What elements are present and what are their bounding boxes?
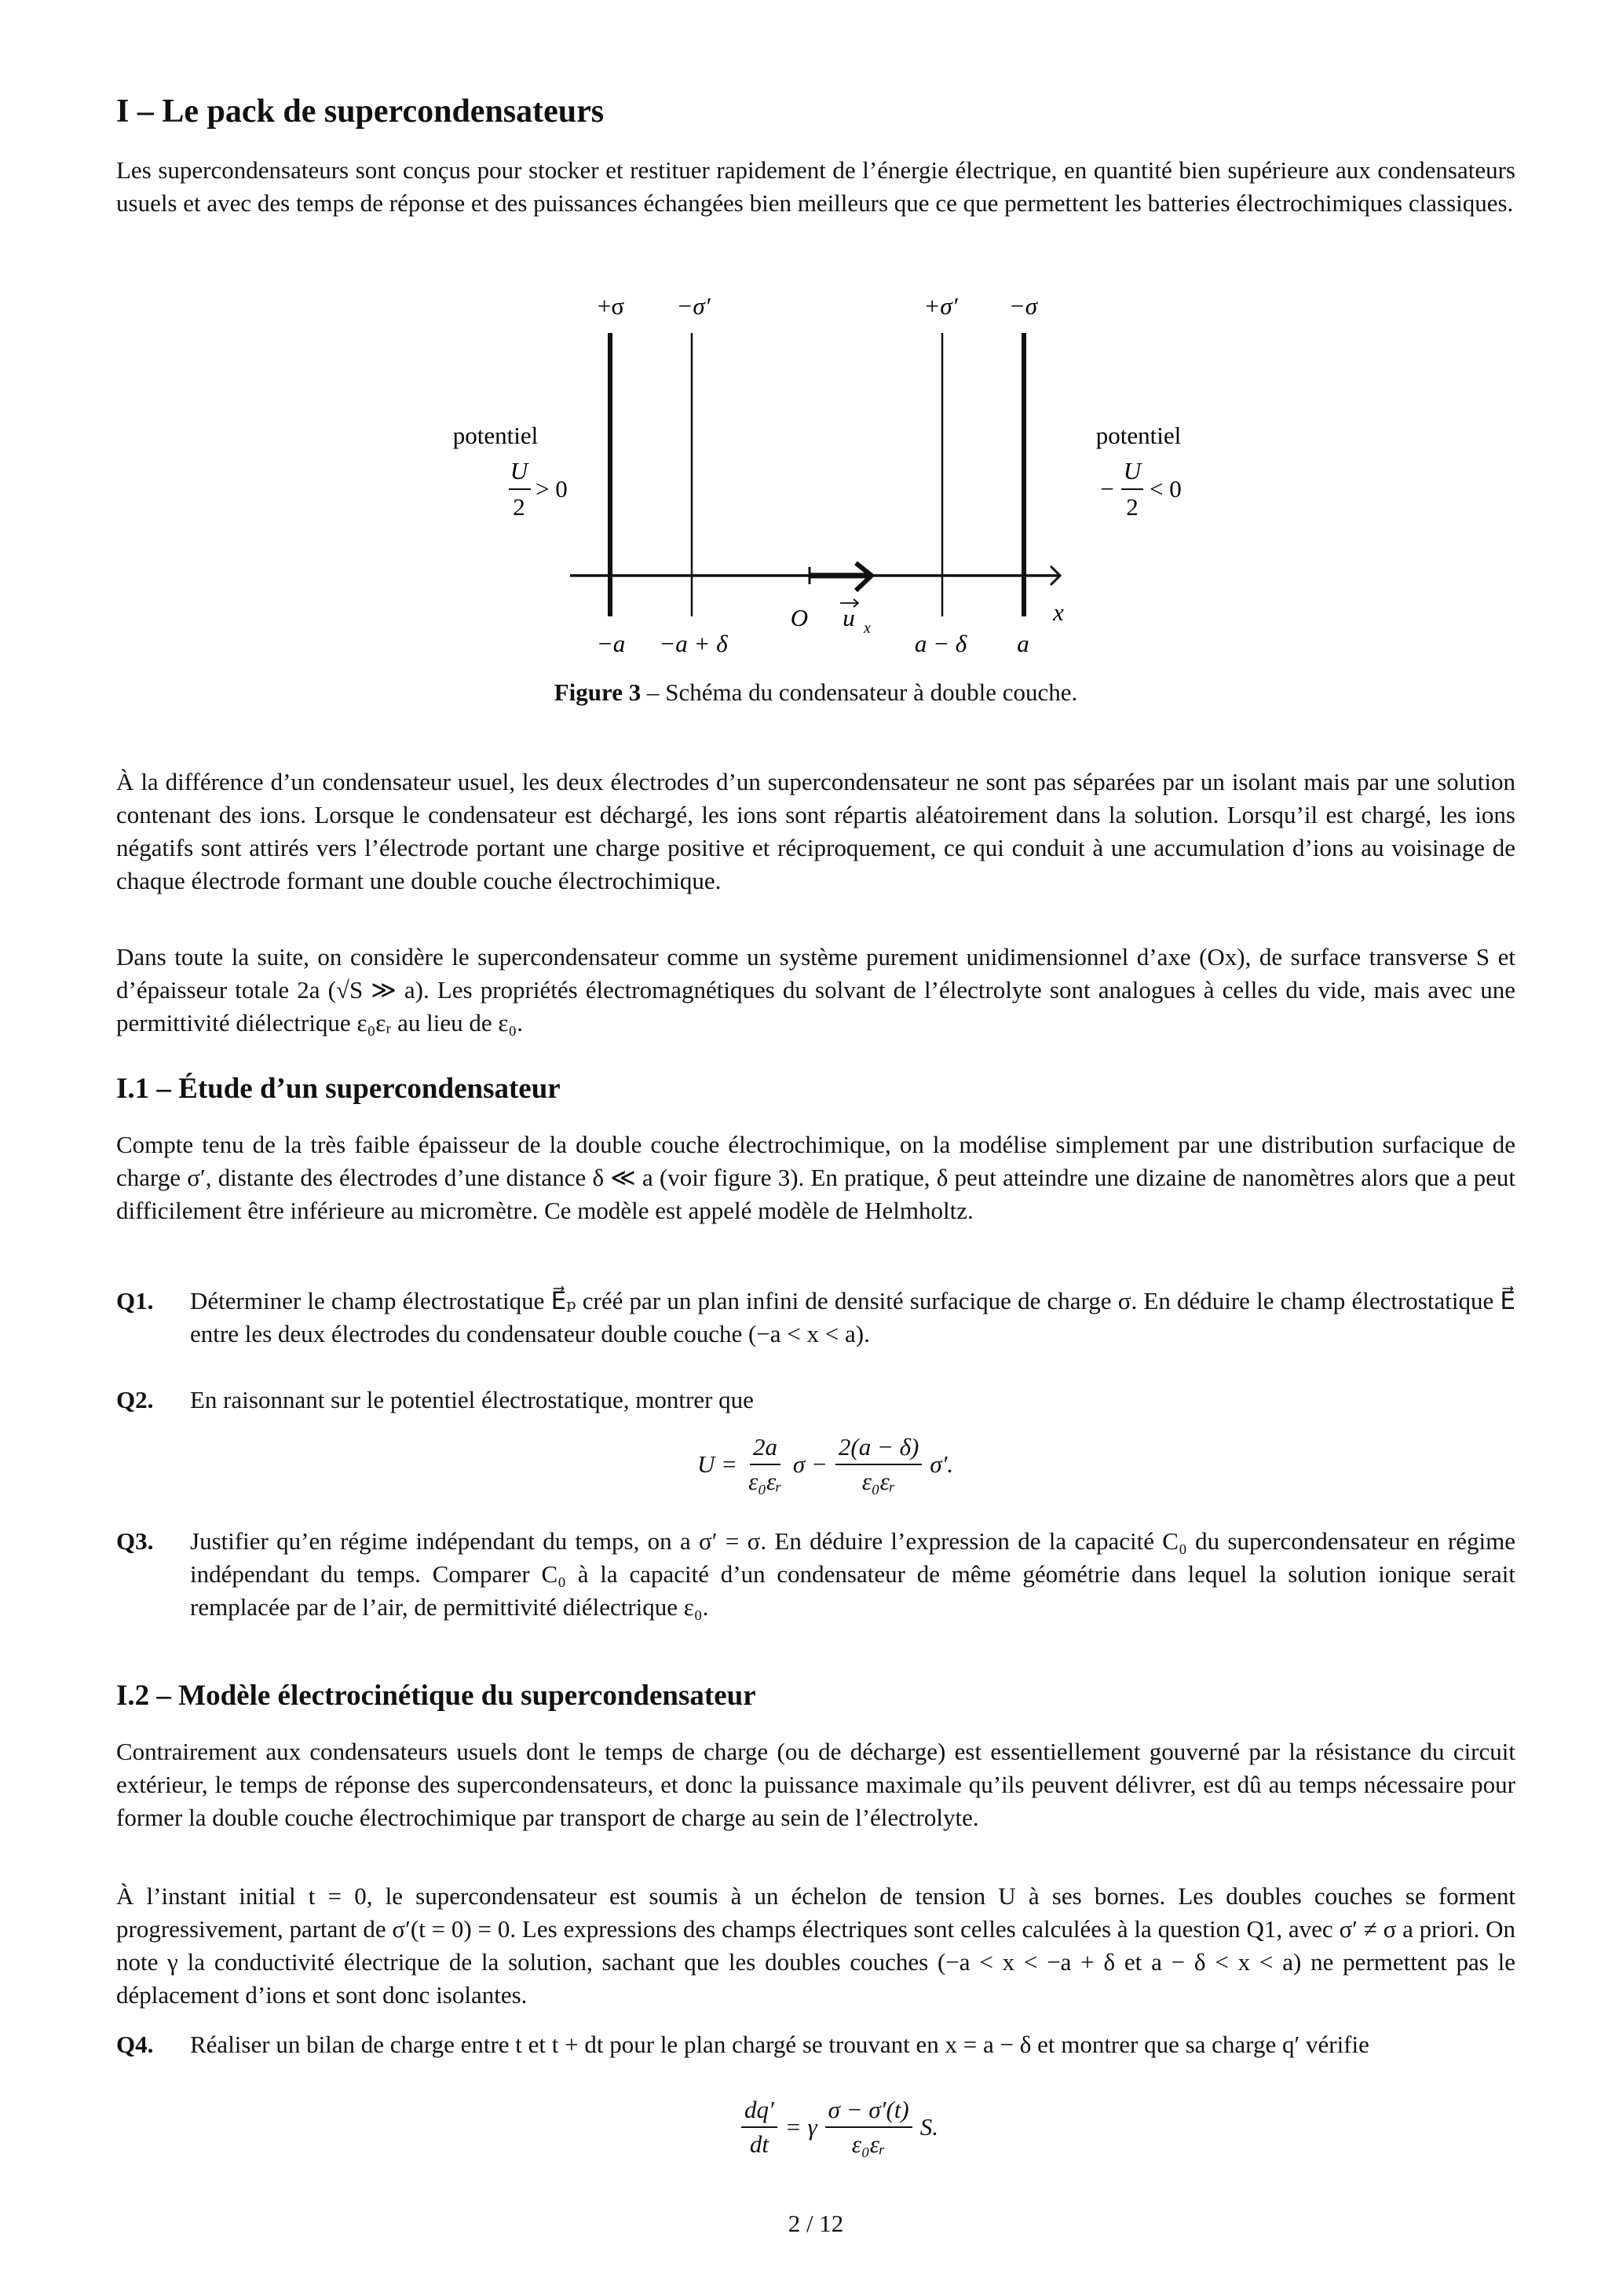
question-text: Justifier qu’en régime indépendant du temps, on a σ′ = σ. En déduire l’expression de la capacité C₀ du supercondensateur en régime indépendant du temps. Comparer C₀ à la capacité d’un condensateur de même géométrie dans lequel la solution ionique serait remplacée par de l’air, de permittivité diélectrique ε₀. xyxy=(190,1527,1515,1621)
right-potential-word: potentiel xyxy=(1095,422,1182,449)
figure-caption xyxy=(116,678,1515,707)
left-potential-num: U xyxy=(510,457,528,484)
left-potential-word: potentiel xyxy=(452,422,539,449)
label-origin: O xyxy=(790,604,809,631)
figure-caption-label: Figure 3 xyxy=(554,678,642,706)
question-q3 xyxy=(116,1525,1515,1624)
label-plus-sigma-prime: +σ′ xyxy=(923,292,958,320)
label-unit-vector-subscript: x xyxy=(864,620,871,637)
question-label: Q4. xyxy=(116,2031,154,2058)
figure-3-diagram xyxy=(116,283,1515,691)
equation-dq-dt: $\frac{dq'}{dt}$ = γ $\frac{\sigma - \sigma'(t)}{\text{ε₀εᵣ}}$ S. xyxy=(738,2097,938,2158)
question-label: Q1. xyxy=(116,1287,154,1314)
question-q4 xyxy=(116,2028,1515,2061)
right-potential-rel: < 0 xyxy=(1150,475,1182,503)
label-minus-a: −a xyxy=(596,630,626,657)
subsection-1-intro: Compte tenu de la très faible épaisseur de la double couche électrochimique, on la modélise simplement par une distribution surfacique de charge σ′, distante des électrodes d’une distance δ ≪ a (voir figure 3). En pratique, δ peut atteindre une dizaine de nanomètres alors que a peut difficilement être inférieure au micromètre. Ce modèle est appelé modèle de Helmholtz. xyxy=(116,1131,1515,1224)
left-potential-den: 2 xyxy=(513,493,525,521)
label-a-minus-delta: a − δ xyxy=(914,630,967,657)
right-potential-num: U xyxy=(1123,457,1142,484)
question-text: Déterminer le champ électrostatique E⃗ₚ créé par un plan infini de densité surfacique de charge σ. En déduire le champ électrostatique E⃗ entre les deux électrodes du condensateur double couche (−a < x < a). xyxy=(190,1287,1515,1347)
subsection-2-title: I.2 – Modèle électrocinétique du supercondensateur xyxy=(116,1680,756,1712)
question-q1 xyxy=(116,1285,1515,1351)
label-x-axis: x xyxy=(1053,598,1064,626)
section-intro: Les supercondensateurs sont conçus pour stocker et restituer rapidement de l’énergie électrique, en quantité bien supérieure aux condensateurs usuels et avec des temps de réponse et des puissances échangées bien meilleurs que ce que permettent les batteries électrochimiques classiques. xyxy=(116,156,1515,217)
figure-caption-text: – Schéma du condensateur à double couche. xyxy=(641,678,1078,706)
question-label: Q2. xyxy=(116,1386,154,1413)
paragraph-ions: À la différence d’un condensateur usuel, les deux électrodes d’un supercondensateur ne sont pas séparées par un isolant mais par une solution contenant des ions. Lorsque le condensateur est déchargé, les ions sont répartis aléatoirement dans la solution. Lorsqu’il est chargé, les ions négatifs sont attirés vers l’électrode portant une charge positive et réciproquement, ce qui conduit à une accumulation d’ions au voisinage de chaque électrode formant une double couche électrochimique. xyxy=(116,768,1515,894)
page-number: 2 / 12 xyxy=(788,2210,844,2237)
right-potential-den: 2 xyxy=(1126,493,1139,521)
question-q2 xyxy=(116,1384,1515,1417)
subsection-1-title: I.1 – Étude d’un supercondensateur xyxy=(116,1073,561,1105)
label-minus-a-plus-delta: −a + δ xyxy=(659,630,728,657)
label-a: a xyxy=(1017,630,1029,657)
paragraph-geometry: Dans toute la suite, on considère le supercondensateur comme un système purement unidimensionnel d’axe (Ox), de surface transverse S et d’épaisseur totale 2a (√S ≫ a). Les propriétés électromagnétiques du solvant de l’électrolyte sont analogues à celles du vide, mais avec une permittivité diélectrique ε₀εᵣ au lieu de ε₀. xyxy=(116,943,1515,1036)
double-layer-capacitor-diagram xyxy=(116,283,1515,691)
label-unit-vector-u: u xyxy=(843,604,855,631)
label-minus-sigma-prime: −σ′ xyxy=(676,292,711,320)
question-text: Réaliser un bilan de charge entre t et t + dt pour le plan chargé se trouvant en x = a − δ et montrer que sa charge q′ vérifie xyxy=(190,2031,1369,2058)
equation-u: U = $\frac{2a}{\text{ε₀εᵣ}}$ σ − $\frac{2(a - \delta)}{\text{ε₀εᵣ}}$ σ′. xyxy=(697,1433,954,1495)
left-potential-rel: > 0 xyxy=(536,475,568,503)
label-plus-sigma: +σ xyxy=(597,292,625,320)
question-text: En raisonnant sur le potentiel électrostatique, montrer que xyxy=(190,1386,754,1413)
section-title: I – Le pack de supercondensateurs xyxy=(116,93,605,130)
subsection-2-paragraph-2: À l’instant initial t = 0, le supercondensateur est soumis à un échelon de tension U à ses bornes. Les doubles couches se forment progressivement, partant de σ′(t = 0) = 0. Les expressions des champs électriques sont celles calculées à la question Q1, avec σ′ ≠ σ a priori. On note γ la conductivité électrique de la solution, sachant que les doubles couches (−a < x < −a + δ et a − δ < x < a) ne permettent pas le déplacement d’ions et sont donc isolantes. xyxy=(116,1882,1515,2009)
right-potential-sign: − xyxy=(1100,475,1114,503)
label-minus-sigma: −σ xyxy=(1008,292,1038,320)
question-label: Q3. xyxy=(116,1527,154,1555)
subsection-2-paragraph-1: Contrairement aux condensateurs usuels dont le temps de charge (ou de décharge) est essentiellement gouverné par la résistance du circuit extérieur, le temps de réponse des supercondensateurs, et donc la puissance maximale qu’ils peuvent délivrer, est dû au temps nécessaire pour former la double couche électrochimique par transport de charge au sein de l’électrolyte. xyxy=(116,1738,1515,1831)
